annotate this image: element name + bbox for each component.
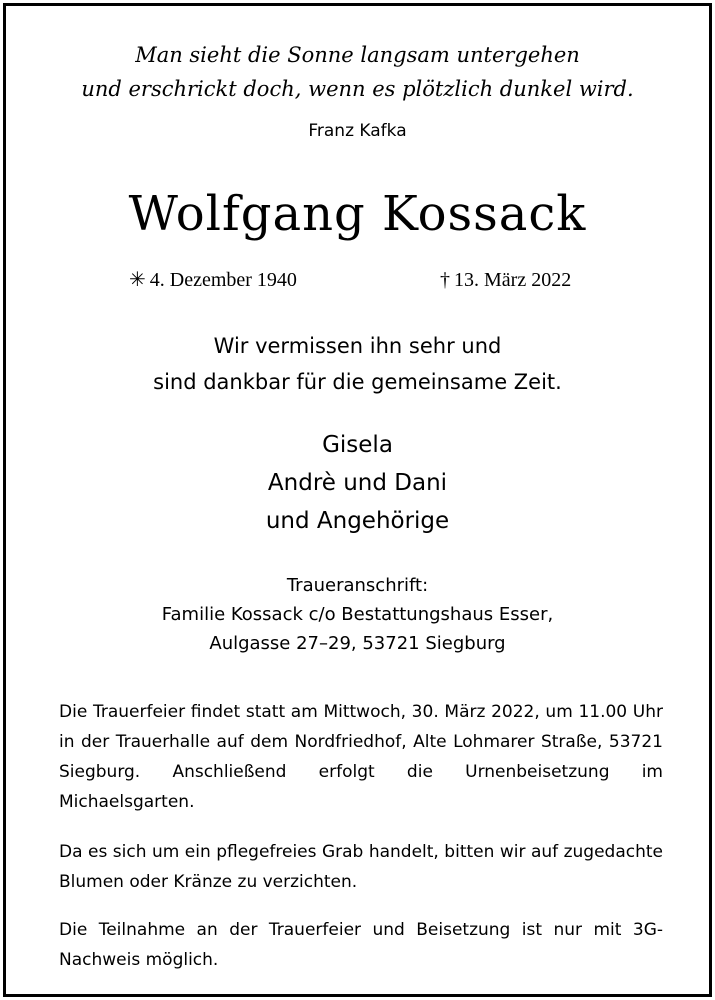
death-cross-icon: † [440,269,450,291]
quote-author: Franz Kafka [308,121,407,141]
birth-date-group [129,266,297,294]
address-label: Traueranschrift: [286,575,429,596]
obituary-frame [3,3,712,997]
flowers-paragraph: Da es sich um ein pflegefreies Grab handelt, bitten wir auf zugedachte Blumen oder Kränze zu verzichten. [59,842,663,892]
deceased-name: Wolfgang Kossack [128,186,587,242]
mourning-address [6,571,709,658]
quote-line-2: und erschrickt doch, wenn es plötzlich dunkel wird. [81,77,634,101]
quote [6,38,709,106]
mourner-line-1: Gisela [322,432,393,458]
death-date-group [440,266,571,294]
address-line-1: Familie Kossack c/o Bestattungshaus Esser, [161,604,554,625]
quote-line-1: Man sieht die Sonne langsam untergehen [135,43,580,67]
birth-date: 4. Dezember 1940 [149,269,297,291]
death-date: 13. März 2022 [454,269,572,291]
ceremony-paragraph: Die Trauerfeier findet statt am Mittwoch, 30. März 2022, um 11.00 Uhr in der Trauerhalle auf dem Nordfriedhof, Alte Lohmarer Straße, 53721 Siegburg. Anschließend erfolgt die Urnenbeisetzung im Michaelsgarten. [59,702,663,812]
covid-paragraph: Die Teilnahme an der Trauerfeier und Beisetzung ist nur mit 3G-Nachweis möglich. [59,920,663,970]
remembrance-message [6,328,709,400]
message-line-1: Wir vermissen ihn sehr und [213,334,502,358]
address-line-2: Aulgasse 27–29, 53721 Siegburg [209,633,506,654]
mourner-line-3: und Angehörige [265,508,450,534]
mourner-line-2: Andrè und Dani [267,470,448,496]
mourners [6,426,709,540]
birth-star-icon: ✳ [129,269,146,291]
message-line-2: sind dankbar für die gemeinsame Zeit. [153,370,562,394]
